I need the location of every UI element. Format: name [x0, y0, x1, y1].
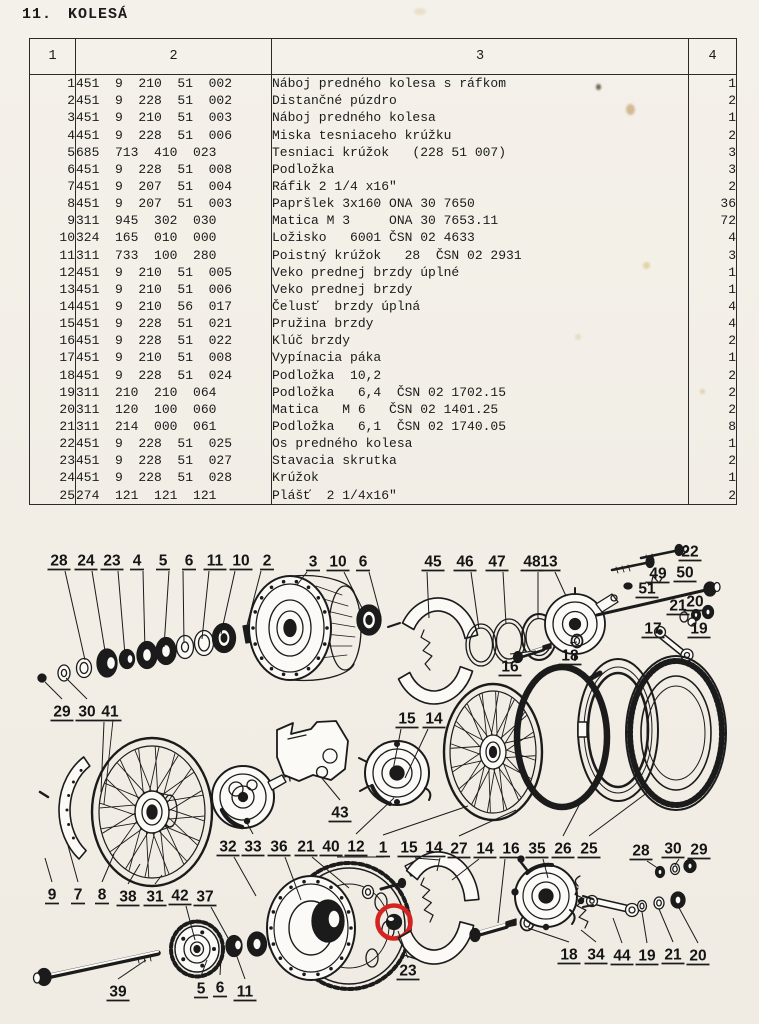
- part-number-cell: 311 214 000 061: [76, 418, 272, 435]
- part-number-cell: 311 210 210 064: [76, 384, 272, 401]
- part-number-cell: 451 9 210 51 006: [76, 281, 272, 298]
- svg-text:6: 6: [358, 553, 368, 571]
- callout-6: [182, 553, 196, 644]
- part-number-cell: 311 733 100 280: [76, 246, 272, 263]
- svg-text:11: 11: [206, 552, 224, 570]
- part-number-cell: 451 9 228 51 028: [76, 469, 272, 486]
- callout-22: [679, 544, 702, 561]
- column-header: 3: [272, 39, 689, 75]
- part-name-cell: Podložka 10,2: [272, 366, 689, 383]
- table-row: [30, 144, 737, 161]
- svg-text:50: 50: [676, 564, 694, 582]
- table-row: [30, 212, 737, 229]
- svg-text:27: 27: [450, 840, 468, 858]
- callout-24: [75, 553, 107, 658]
- svg-text:24: 24: [77, 552, 95, 570]
- callout-31: [144, 875, 167, 906]
- svg-text:10: 10: [329, 553, 347, 571]
- table-row: [30, 281, 737, 298]
- part-name-cell: Poistný krúžok 28 ČSN 02 2931: [272, 246, 689, 263]
- column-header: 4: [689, 39, 737, 75]
- qty-cell: 1: [728, 470, 736, 486]
- qty-cell: 2: [728, 127, 736, 143]
- qty-cell: 72: [720, 213, 736, 229]
- qty-cell: 2: [728, 401, 736, 417]
- pos-cell: 12: [30, 264, 76, 281]
- svg-text:35: 35: [528, 840, 546, 858]
- pos-cell: 9: [30, 212, 76, 229]
- adjuster-bolt: [470, 916, 534, 942]
- svg-text:42: 42: [171, 887, 189, 905]
- callout-50: [674, 565, 697, 582]
- table-row: [30, 418, 737, 435]
- callout-23: [101, 553, 126, 656]
- callout-19: [688, 621, 711, 638]
- svg-text:40: 40: [322, 838, 340, 856]
- callout-13: [538, 554, 567, 597]
- svg-text:14: 14: [425, 710, 443, 728]
- column-header: 1: [30, 39, 76, 75]
- rear-wheel: [444, 684, 542, 820]
- svg-text:15: 15: [400, 839, 418, 857]
- qty-cell: 3: [728, 144, 736, 160]
- callout-51: [636, 581, 659, 598]
- table-row: [30, 401, 737, 418]
- part-number-cell: 451 9 228 51 022: [76, 332, 272, 349]
- part-number-cell: 451 9 228 51 006: [76, 127, 272, 144]
- callout-29: [45, 682, 74, 721]
- part-name-cell: Ráfik 2 1/4 x16": [272, 178, 689, 195]
- part-number-cell: 451 9 210 51 008: [76, 349, 272, 366]
- pos-cell: 22: [30, 435, 76, 452]
- part-number-cell: 324 165 010 000: [76, 229, 272, 246]
- qty-cell: 3: [728, 161, 736, 177]
- svg-text:28: 28: [50, 552, 68, 570]
- svg-text:5: 5: [196, 980, 206, 998]
- svg-text:13: 13: [540, 553, 558, 571]
- svg-text:14: 14: [425, 839, 443, 857]
- part-number-cell: 451 9 228 51 025: [76, 435, 272, 452]
- part-name-cell: Náboj predného kolesa: [272, 109, 689, 126]
- part-number-cell: 274 121 121 121: [76, 486, 272, 504]
- pos-cell: 1: [30, 75, 76, 93]
- pos-cell: 4: [30, 127, 76, 144]
- callout-34: [581, 930, 608, 964]
- callout-9: [45, 858, 59, 904]
- part-name-cell: Matica M 6 ČSN 02 1401.25: [272, 401, 689, 418]
- pos-cell: 25: [30, 486, 76, 504]
- front-brake-shoes: [398, 598, 477, 704]
- svg-text:26: 26: [554, 840, 572, 858]
- table-row: [30, 384, 737, 401]
- qty-cell: 2: [728, 178, 736, 194]
- pos-cell: 24: [30, 469, 76, 486]
- svg-text:14: 14: [476, 840, 494, 858]
- callout-30: [66, 678, 99, 721]
- svg-text:16: 16: [502, 840, 520, 858]
- part-number-cell: 451 9 228 51 027: [76, 452, 272, 469]
- svg-text:17: 17: [644, 620, 662, 638]
- svg-text:19: 19: [690, 620, 708, 638]
- section-heading: [22, 6, 128, 23]
- part-number-cell: 685 713 410 023: [76, 144, 272, 161]
- svg-text:38: 38: [119, 888, 137, 906]
- callout-44: [611, 918, 634, 965]
- callout-4: [130, 553, 145, 651]
- part-number-cell: 451 9 210 56 017: [76, 298, 272, 315]
- svg-text:41: 41: [101, 703, 119, 721]
- svg-text:18: 18: [561, 647, 579, 665]
- callout-30: [662, 841, 685, 866]
- table-row: [30, 109, 737, 126]
- table-row: [30, 178, 737, 195]
- table-row: [30, 315, 737, 332]
- table-row: [30, 229, 737, 246]
- part-number-cell: 451 9 228 51 008: [76, 161, 272, 178]
- qty-cell: 2: [728, 333, 736, 349]
- svg-text:7: 7: [73, 886, 83, 904]
- pos-cell: 20: [30, 401, 76, 418]
- qty-cell: 36: [720, 196, 736, 212]
- qty-cell: 1: [728, 281, 736, 297]
- qty-cell: 2: [728, 93, 736, 109]
- svg-text:43: 43: [331, 804, 349, 822]
- column-header: 2: [76, 39, 272, 75]
- svg-text:6: 6: [215, 979, 225, 997]
- svg-text:21: 21: [297, 838, 315, 856]
- pos-cell: 10: [30, 229, 76, 246]
- qty-cell: 3: [728, 247, 736, 263]
- part-number-cell: 451 9 210 51 003: [76, 109, 272, 126]
- part-name-cell: Veko prednej brzdy úplné: [272, 264, 689, 281]
- part-name-cell: Podložka 6,1 ČSN 02 1740.05: [272, 418, 689, 435]
- qty-cell: 1: [728, 436, 736, 452]
- svg-text:45: 45: [424, 553, 442, 571]
- part-number-cell: 451 9 210 51 002: [76, 75, 272, 93]
- pos-cell: 15: [30, 315, 76, 332]
- pos-cell: 16: [30, 332, 76, 349]
- part-name-cell: Veko prednej brzdy: [272, 281, 689, 298]
- table-row: [30, 298, 737, 315]
- part-name-cell: Pružina brzdy: [272, 315, 689, 332]
- table-row: [30, 246, 737, 263]
- qty-cell: 1: [728, 264, 736, 280]
- qty-cell: 4: [728, 230, 736, 246]
- part-number-cell: 451 9 210 51 005: [76, 264, 272, 281]
- svg-text:18: 18: [560, 946, 578, 964]
- qty-cell: 2: [728, 367, 736, 383]
- anchor-bracket: [277, 721, 348, 781]
- part-name-cell: Miska tesniaceho krúžku: [272, 127, 689, 144]
- paper-stain: [414, 8, 426, 15]
- svg-text:23: 23: [399, 962, 417, 980]
- part-number-cell: 451 9 228 51 021: [76, 315, 272, 332]
- part-name-cell: Matica M 3 ONA 30 7653.11: [272, 212, 689, 229]
- table-row: [30, 92, 737, 109]
- part-name-cell: Krúžok: [272, 469, 689, 486]
- callout-47: [486, 554, 509, 625]
- part-name-cell: Podložka: [272, 161, 689, 178]
- pos-cell: 11: [30, 246, 76, 263]
- callout-8: [95, 854, 114, 904]
- svg-text:29: 29: [53, 703, 71, 721]
- part-name-cell: Os predného kolesa: [272, 435, 689, 452]
- part-name-cell: Plášť 2 1/4x16": [272, 486, 689, 504]
- svg-text:10: 10: [232, 552, 250, 570]
- svg-text:20: 20: [686, 593, 704, 611]
- front-axle-parts: [38, 624, 261, 683]
- svg-text:44: 44: [613, 947, 631, 965]
- pos-cell: 23: [30, 452, 76, 469]
- svg-text:4: 4: [132, 552, 142, 570]
- svg-text:30: 30: [78, 703, 96, 721]
- pos-cell: 18: [30, 366, 76, 383]
- svg-text:5: 5: [158, 552, 168, 570]
- table-row: [30, 469, 737, 486]
- qty-cell: 2: [728, 487, 736, 503]
- svg-text:19: 19: [638, 947, 656, 965]
- svg-text:9: 9: [47, 886, 57, 904]
- svg-text:3: 3: [308, 553, 318, 571]
- svg-text:1: 1: [378, 839, 388, 857]
- part-name-cell: Čelusť brzdy úplná: [272, 298, 689, 315]
- callout-11: [234, 954, 257, 1001]
- table-row: [30, 349, 737, 366]
- svg-text:2: 2: [262, 552, 272, 570]
- part-number-cell: 311 120 100 060: [76, 401, 272, 418]
- pos-cell: 21: [30, 418, 76, 435]
- pos-cell: 14: [30, 298, 76, 315]
- part-number-cell: 311 945 302 030: [76, 212, 272, 229]
- callout-5: [156, 553, 170, 648]
- svg-text:28: 28: [632, 842, 650, 860]
- svg-text:37: 37: [196, 888, 214, 906]
- svg-text:16: 16: [501, 658, 519, 676]
- pos-cell: 8: [30, 195, 76, 212]
- svg-text:11: 11: [236, 983, 254, 1001]
- part-name-cell: Klúč brzdy: [272, 332, 689, 349]
- table-row: [30, 366, 737, 383]
- exploded-diagram: [0, 530, 759, 1024]
- qty-cell: 4: [728, 316, 736, 332]
- qty-cell: 1: [728, 76, 736, 92]
- svg-text:21: 21: [669, 597, 687, 615]
- svg-text:15: 15: [398, 710, 416, 728]
- part-name-cell: Náboj predného kolesa s ráfkom: [272, 75, 689, 93]
- section-title: KOLESÁ: [68, 6, 129, 23]
- svg-text:8: 8: [97, 886, 107, 904]
- table-row: [30, 264, 737, 281]
- pos-cell: 3: [30, 109, 76, 126]
- part-number-cell: 451 9 228 51 024: [76, 366, 272, 383]
- svg-text:12: 12: [347, 838, 365, 856]
- svg-text:46: 46: [456, 553, 474, 571]
- part-name-cell: Papršlek 3x160 ONA 30 7650: [272, 195, 689, 212]
- svg-text:48: 48: [523, 553, 541, 571]
- front-hub-drum: [249, 576, 400, 681]
- part-name-cell: Stavacia skrutka: [272, 452, 689, 469]
- callout-20: [678, 906, 710, 965]
- rear-brake-plate: [359, 741, 430, 805]
- callout-17: [642, 621, 665, 638]
- svg-text:34: 34: [587, 946, 605, 964]
- qty-cell: 4: [728, 298, 736, 314]
- svg-text:20: 20: [689, 947, 707, 965]
- callout-28: [630, 843, 660, 870]
- callout-19: [636, 912, 659, 965]
- table-header: [30, 39, 737, 75]
- tire: [626, 656, 726, 810]
- part-name-cell: Vypínacia páka: [272, 349, 689, 366]
- svg-text:33: 33: [244, 838, 262, 856]
- part-name-cell: Ložisko 6001 ČSN 02 4633: [272, 229, 689, 246]
- qty-cell: 1: [728, 110, 736, 126]
- table-row: [30, 486, 737, 504]
- pos-cell: 17: [30, 349, 76, 366]
- callout-39: [107, 960, 147, 1001]
- pos-cell: 5: [30, 144, 76, 161]
- svg-text:39: 39: [109, 983, 127, 1001]
- svg-text:36: 36: [270, 838, 288, 856]
- section-number: 11.: [22, 6, 53, 23]
- svg-text:51: 51: [638, 580, 656, 598]
- svg-text:31: 31: [146, 888, 164, 906]
- table-row: [30, 452, 737, 469]
- table-row: [30, 161, 737, 178]
- part-name-cell: Tesniaci krúžok (228 51 007): [272, 144, 689, 161]
- svg-text:25: 25: [580, 840, 598, 858]
- front-brake-plate: [212, 766, 290, 828]
- pos-cell: 6: [30, 161, 76, 178]
- part-name-cell: Podložka 6,4 ČSN 02 1702.15: [272, 384, 689, 401]
- pos-cell: 2: [30, 92, 76, 109]
- callout-18: [528, 928, 581, 964]
- qty-cell: 1: [728, 350, 736, 366]
- table-row: [30, 75, 737, 93]
- table-row: [30, 332, 737, 349]
- table-row: [30, 127, 737, 144]
- part-number-cell: 451 9 228 51 002: [76, 92, 272, 109]
- pos-cell: 7: [30, 178, 76, 195]
- parts-table: [29, 38, 736, 505]
- svg-text:22: 22: [681, 543, 699, 561]
- svg-text:21: 21: [664, 946, 682, 964]
- svg-text:49: 49: [649, 565, 667, 583]
- svg-text:32: 32: [219, 838, 237, 856]
- callout-43: [321, 777, 352, 822]
- svg-text:30: 30: [664, 840, 682, 858]
- svg-text:23: 23: [103, 552, 121, 570]
- callout-20: [684, 594, 707, 611]
- qty-cell: 2: [728, 453, 736, 469]
- part-name-cell: Distančné púzdro: [272, 92, 689, 109]
- part-number-cell: 451 9 207 51 003: [76, 195, 272, 212]
- callout-21: [659, 909, 685, 964]
- table-row: [30, 435, 737, 452]
- qty-cell: 2: [728, 384, 736, 400]
- pos-cell: 13: [30, 281, 76, 298]
- brake-lever-parts: [575, 860, 696, 929]
- svg-text:6: 6: [184, 552, 194, 570]
- pos-cell: 19: [30, 384, 76, 401]
- table-row: [30, 195, 737, 212]
- svg-text:47: 47: [488, 553, 506, 571]
- part-number-cell: 451 9 207 51 004: [76, 178, 272, 195]
- svg-text:29: 29: [690, 841, 708, 859]
- rear-axle: [34, 952, 159, 986]
- qty-cell: 8: [728, 418, 736, 434]
